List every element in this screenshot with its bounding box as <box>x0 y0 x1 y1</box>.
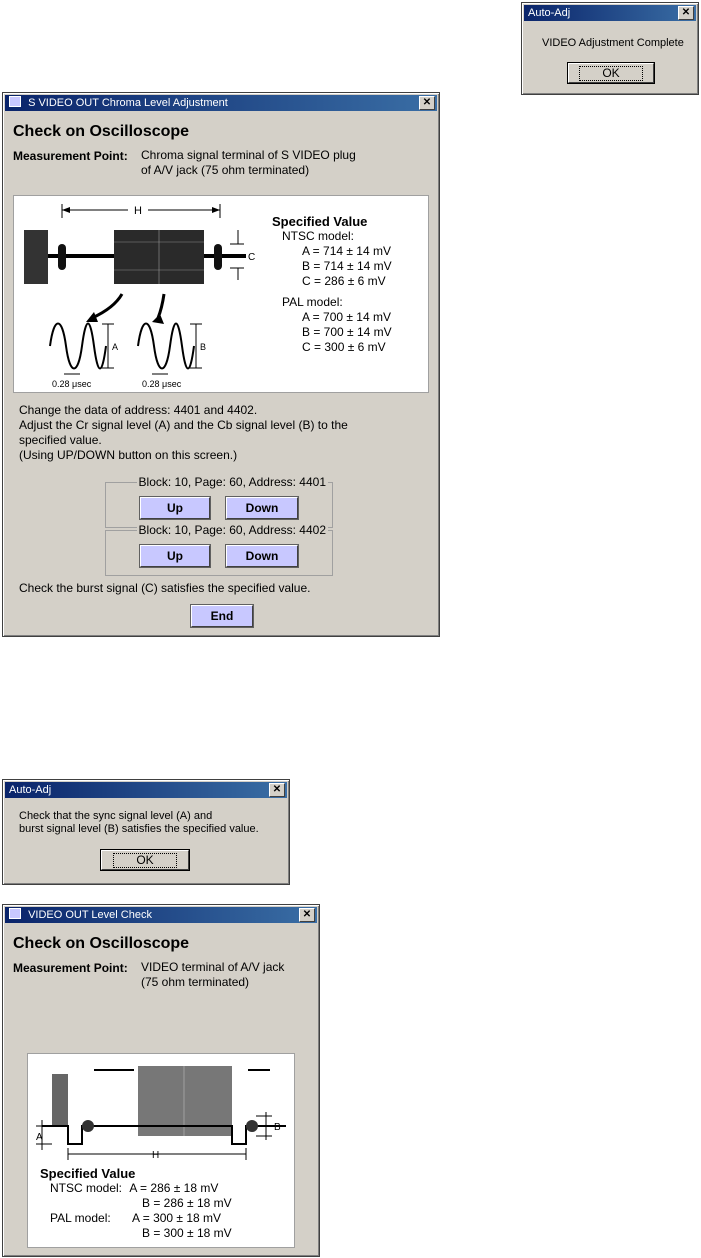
app-icon <box>9 96 21 107</box>
chroma-adjust-window <box>2 92 440 637</box>
pal-b: B = 700 ± 14 mV <box>302 325 392 339</box>
title-bar[interactable] <box>5 95 437 111</box>
address-4401-group <box>105 475 333 528</box>
time-a: 0.28 μsec <box>52 379 92 389</box>
waveform-figure <box>27 1053 295 1248</box>
title-text: Auto-Adj <box>528 7 571 19</box>
specified-value-panel <box>40 1166 232 1241</box>
mp-line-1: Chroma signal terminal of S VIDEO plug <box>141 148 356 162</box>
video-waveform-diagram <box>28 1054 294 1164</box>
spec-title: Specified Value <box>272 214 368 229</box>
left-sync-block <box>24 230 48 284</box>
title-text: S VIDEO OUT Chroma Level Adjustment <box>28 97 228 109</box>
ok-button[interactable] <box>101 850 189 870</box>
measurement-point-text <box>141 960 284 990</box>
app-icon <box>9 908 21 919</box>
mp-line-2: of A/V jack (75 ohm terminated) <box>141 163 310 177</box>
ntsc-c: C = 286 ± 6 mV <box>302 274 386 288</box>
up-button-4402[interactable]: Up <box>140 545 210 567</box>
label-h: H <box>152 1150 160 1161</box>
ntsc-label: NTSC model: <box>50 1181 123 1195</box>
time-b: 0.28 μsec <box>142 379 182 389</box>
auto-adj-dialog-complete <box>521 2 699 95</box>
title-bar[interactable] <box>524 5 696 21</box>
title-text: Auto-Adj <box>9 784 52 796</box>
ntsc-row <box>40 1181 232 1196</box>
pal-a: A = 300 ± 18 mV <box>132 1211 222 1225</box>
label-a: A <box>36 1132 43 1143</box>
close-button[interactable]: ✕ <box>299 908 315 922</box>
pal-row <box>40 1211 232 1226</box>
close-button[interactable]: ✕ <box>678 6 694 20</box>
title-text: VIDEO OUT Level Check <box>28 909 152 921</box>
title-bar[interactable] <box>5 782 287 798</box>
pal-c: C = 300 ± 6 mV <box>302 340 386 354</box>
pal-a: A = 700 ± 14 mV <box>302 310 391 324</box>
ntsc-label: NTSC model: <box>282 229 355 243</box>
measurement-point-text <box>141 148 356 178</box>
label-a: A <box>112 342 119 352</box>
label-c: C <box>248 252 256 263</box>
message-line-1: Check that the sync signal level (A) and <box>19 810 213 822</box>
window-body <box>7 925 315 1252</box>
label-h: H <box>134 205 142 217</box>
ntsc-a: A = 714 ± 14 mV <box>302 244 391 258</box>
left-signal-block <box>52 1074 68 1126</box>
down-button-4401[interactable]: Down <box>226 497 298 519</box>
end-button[interactable]: End <box>191 605 253 627</box>
ntsc-a: A = 286 ± 18 mV <box>129 1181 219 1195</box>
down-button-4402[interactable]: Down <box>226 545 298 567</box>
ntsc-b: B = 714 ± 14 mV <box>302 259 392 273</box>
close-button[interactable]: ✕ <box>419 96 435 110</box>
measurement-point-label: Measurement Point: <box>13 961 128 975</box>
group-legend: Block: 10, Page: 60, Address: 4401 <box>138 475 326 489</box>
dialog-message <box>19 810 259 836</box>
dialog-message: VIDEO Adjustment Complete <box>542 37 684 49</box>
spec-title: Specified Value <box>40 1166 136 1181</box>
chroma-waveform-diagram <box>14 196 274 392</box>
ok-label: OK <box>579 66 642 81</box>
message-line-2: burst signal level (B) satisfies the specified value. <box>19 823 259 835</box>
specified-value-panel <box>272 214 392 355</box>
mp-line-2: (75 ohm terminated) <box>141 975 250 989</box>
pal-b: B = 300 ± 18 mV <box>142 1226 232 1240</box>
label-b: B <box>274 1122 281 1133</box>
window-body <box>7 113 435 632</box>
burst-check-text: Check the burst signal (C) satisfies the specified value. <box>19 581 311 595</box>
measurement-point-label: Measurement Point: <box>13 149 128 163</box>
mp-line-1: VIDEO terminal of A/V jack <box>141 960 285 974</box>
group-legend: Block: 10, Page: 60, Address: 4402 <box>138 523 326 537</box>
video-level-check-window <box>2 904 320 1257</box>
pal-label: PAL model: <box>50 1211 111 1225</box>
instruction-line-2: Adjust the Cr signal level (A) and the Cb signal level (B) to the <box>19 418 348 432</box>
close-button[interactable]: ✕ <box>269 783 285 797</box>
instruction-line-1: Change the data of address: 4401 and 4402. <box>19 403 258 417</box>
address-4402-group <box>105 523 333 576</box>
title-bar[interactable] <box>5 907 317 923</box>
page-heading: Check on Oscilloscope <box>13 935 190 952</box>
page-heading: Check on Oscilloscope <box>13 123 190 140</box>
ntsc-b: B = 286 ± 18 mV <box>142 1196 232 1210</box>
auto-adj-dialog-check <box>2 779 290 885</box>
instructions <box>19 403 348 463</box>
up-button-4401[interactable]: Up <box>140 497 210 519</box>
pal-label: PAL model: <box>282 295 343 309</box>
instruction-line-3: specified value. <box>19 433 102 447</box>
waveform-figure <box>13 195 429 393</box>
ok-label: OK <box>113 853 176 868</box>
label-b: B <box>200 342 207 352</box>
ok-button[interactable] <box>568 63 654 83</box>
instruction-line-4: (Using UP/DOWN button on this screen.) <box>19 448 238 462</box>
